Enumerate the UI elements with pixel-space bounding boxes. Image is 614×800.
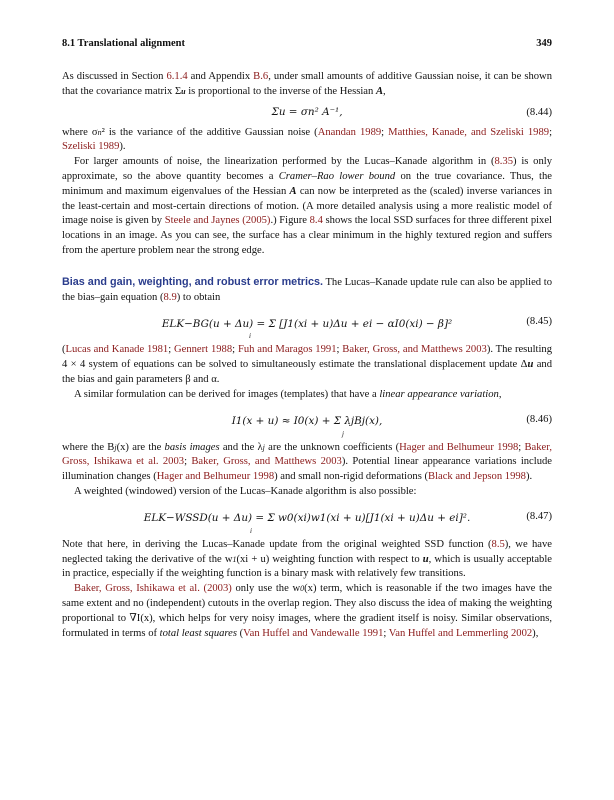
sum-index: i xyxy=(249,332,251,341)
paragraph-bias-gain xyxy=(62,275,552,306)
text: For larger amounts of noise, the linearization performed by the Lucas–Kanade algorithm in ( xyxy=(74,156,495,168)
paragraph-noise xyxy=(62,155,552,259)
figure-ref-link[interactable]: 8.4 xyxy=(309,215,323,227)
citation-link[interactable]: Lucas and Kanade 1981 xyxy=(65,344,169,356)
math-symbol: 1 xyxy=(232,554,237,564)
citation-link[interactable]: Hager and Belhumeur 1998 xyxy=(156,471,275,483)
text: ; xyxy=(168,344,174,356)
math-symbol: n xyxy=(97,127,102,137)
citation-link[interactable]: Matthies, Kanade, and Szeliski 1989 xyxy=(388,126,550,138)
page-body xyxy=(62,70,552,641)
text: (xi + u) weighting function with respect to xyxy=(236,553,423,565)
math-symbol: A xyxy=(375,85,384,97)
text: .) Figure xyxy=(270,215,310,227)
citation-link[interactable]: Fuh and Maragos 1991 xyxy=(237,344,337,356)
citation-link[interactable]: Steele and Jaynes (2005) xyxy=(164,215,271,227)
math-symbol: 0 xyxy=(300,584,305,594)
text: ( xyxy=(62,344,66,356)
citation-link[interactable]: Szeliski 1989 xyxy=(62,141,120,153)
text: (x) are the xyxy=(116,441,165,453)
citation-link[interactable]: Baker, Gross, and Matthews 2003 xyxy=(342,344,487,356)
sum-index: j xyxy=(342,429,344,438)
math-symbol: u xyxy=(527,359,534,371)
equation-math: Σu = σn² A⁻¹, xyxy=(271,106,343,119)
sum-index: i xyxy=(250,526,252,535)
text: ( xyxy=(236,627,244,639)
equation-math: ELK−BG(u + Δu) = Σ [J1(xi + u)Δu + ei − αI0(xi) − β]² xyxy=(161,317,453,330)
text: ; xyxy=(232,344,238,356)
text: and the bias and gain parameters β and α. xyxy=(62,359,552,385)
text: (x) term, which is reasonable if the two images have the same extent and no (independent) cutouts in the overlap region. They also discuss the idea of making the weighting proportional to ∇I(x), which helps for very noisy images, where the gradient itself is noisy. Similar observations, formulated in terms of xyxy=(62,583,552,639)
text: shows the local SSD surfaces for three different pixel locations in an image. As you can see, the surface has a clear minimum in the highly textured region and suffers from the aperture problem near the strong edge. xyxy=(62,215,552,256)
text: can now be interpreted as the (scaled) inverse variances in the least-certain and most-certain directions of motion. (A more detailed analysis using a more realistic model of image noise is given by xyxy=(62,185,552,227)
text: , xyxy=(383,85,386,97)
equation-ref-link[interactable]: 8.5 xyxy=(491,538,505,550)
text: are the unknown coefficients ( xyxy=(264,441,400,453)
section-heading: 8.1 Translational alignment xyxy=(62,38,186,49)
citation-link[interactable]: Van Huffel and Lemmerling 2002 xyxy=(388,627,533,639)
text: ; xyxy=(549,126,553,138)
text: ; xyxy=(381,126,389,138)
paragraph-variance xyxy=(62,126,552,156)
equation-math: ELK−WSSD(u + Δu) = Σ w0(xi)w1(xi + u)[J1(xi + u)Δu + ei]². xyxy=(143,512,471,525)
math-symbol: j xyxy=(114,442,117,452)
citation-link[interactable]: Hager and Belhumeur 1998 xyxy=(399,441,519,453)
text: , which is usually acceptable in practice, especially if the weighting function is a binary mask with relatively few transitions. xyxy=(62,553,553,580)
math-symbol: u xyxy=(181,86,186,96)
equation-8-45 xyxy=(62,307,552,341)
text: Note that here, in deriving the Lucas–Kanade update from the original weighted SSD function ( xyxy=(62,538,492,550)
paragraph-baker-gross xyxy=(62,582,552,641)
text: , xyxy=(498,388,502,400)
paragraph-weighted xyxy=(62,485,552,500)
running-header xyxy=(62,38,552,49)
text: As discussed in Section xyxy=(62,71,167,82)
equation-math: I1(x + u) ≈ I0(x) + Σ λjBj(x), xyxy=(231,415,383,428)
equation-8-46 xyxy=(62,405,552,439)
citation-link[interactable]: Baker, Gross, Ishikawa et al. (2003) xyxy=(74,583,232,595)
citation-link[interactable]: Gennert 1988 xyxy=(173,344,233,356)
text: only use the w xyxy=(231,583,301,595)
text: is proportional to the inverse of the Hessian xyxy=(185,85,376,97)
citation-link[interactable]: Anandan 1989 xyxy=(317,126,382,138)
text: and the λ xyxy=(219,441,263,453)
equation-number: (8.45) xyxy=(526,316,552,328)
text: ). Potential linear appearance variations include illumination changes ( xyxy=(62,456,552,483)
text: ; xyxy=(383,627,389,639)
paragraph-basis-images xyxy=(62,441,552,485)
emphasis: total least squares xyxy=(159,627,237,639)
equation-8-47 xyxy=(62,502,552,536)
spacer xyxy=(62,259,552,275)
paragraph-linear-appearance xyxy=(62,388,552,403)
text: ² is the variance of the additive Gaussian noise ( xyxy=(101,126,318,138)
math-symbol: u xyxy=(422,553,429,565)
subsection-title: Bias and gain, weighting, and robust error metrics. xyxy=(62,275,323,288)
math-symbol: j xyxy=(262,442,265,452)
text: ). The resulting 4 × 4 system of equations can be solved to simultaneously estimate the translational displacement update Δ xyxy=(62,344,553,371)
text: and Appendix xyxy=(187,71,254,82)
text: ) to obtain xyxy=(176,291,221,303)
text: ) and small non-rigid deformations ( xyxy=(274,471,428,483)
emphasis: linear appearance variation xyxy=(379,388,499,400)
emphasis: Cramer–Rao lower bound xyxy=(278,170,396,182)
text: The Lucas–Kanade update rule can also be applied to the bias–gain equation ( xyxy=(62,276,552,303)
equation-8-44 xyxy=(62,102,552,124)
text: A similar formulation can be derived for images (templates) that have a xyxy=(74,388,380,400)
math-symbol: A xyxy=(289,185,297,197)
equation-ref-link[interactable]: 8.9 xyxy=(163,291,177,303)
paragraph-lucas-kanade-refs xyxy=(62,343,552,387)
text: , under small amounts of additive Gaussian noise, it can be shown that the covariance matrix Σ xyxy=(62,71,552,97)
text: where the B xyxy=(62,441,115,453)
text: A weighted (windowed) version of the Lucas–Kanade algorithm is also possible: xyxy=(74,485,417,497)
section-ref-link[interactable]: 6.1.4 xyxy=(166,71,188,82)
equation-number: (8.47) xyxy=(526,510,552,522)
citation-link[interactable]: Van Huffel and Vandewalle 1991 xyxy=(243,627,384,639)
text: on the true covariance. Thus, the minimum and maximum eigenvalues of the Hessian xyxy=(62,170,552,197)
text: ), xyxy=(532,627,539,639)
emphasis: basis images xyxy=(164,441,220,453)
text: ; xyxy=(518,441,525,453)
text: ) is only approximate, so the above quantity becomes a xyxy=(62,156,552,182)
text: ). xyxy=(119,141,126,153)
equation-ref-link[interactable]: 8.35 xyxy=(494,156,514,168)
citation-link[interactable]: Black and Jepson 1998 xyxy=(428,471,526,483)
text: ), we have neglected taking the derivative of the w xyxy=(62,538,552,565)
equation-number: (8.46) xyxy=(526,413,552,425)
text: ). xyxy=(525,471,533,483)
page-number: 349 xyxy=(536,38,552,49)
equation-number: (8.44) xyxy=(526,106,552,118)
text: ; xyxy=(184,456,192,468)
appendix-ref-link[interactable]: B.6 xyxy=(253,71,269,82)
citation-link[interactable]: Baker, Gross, Ishikawa et al. 2003 xyxy=(62,441,553,468)
text: ; xyxy=(336,344,343,356)
paragraph-derivative-note xyxy=(62,538,552,582)
paragraph-covariance xyxy=(62,70,552,100)
citation-link[interactable]: Baker, Gross, and Matthews 2003 xyxy=(191,456,342,468)
text: where σ xyxy=(62,126,98,138)
